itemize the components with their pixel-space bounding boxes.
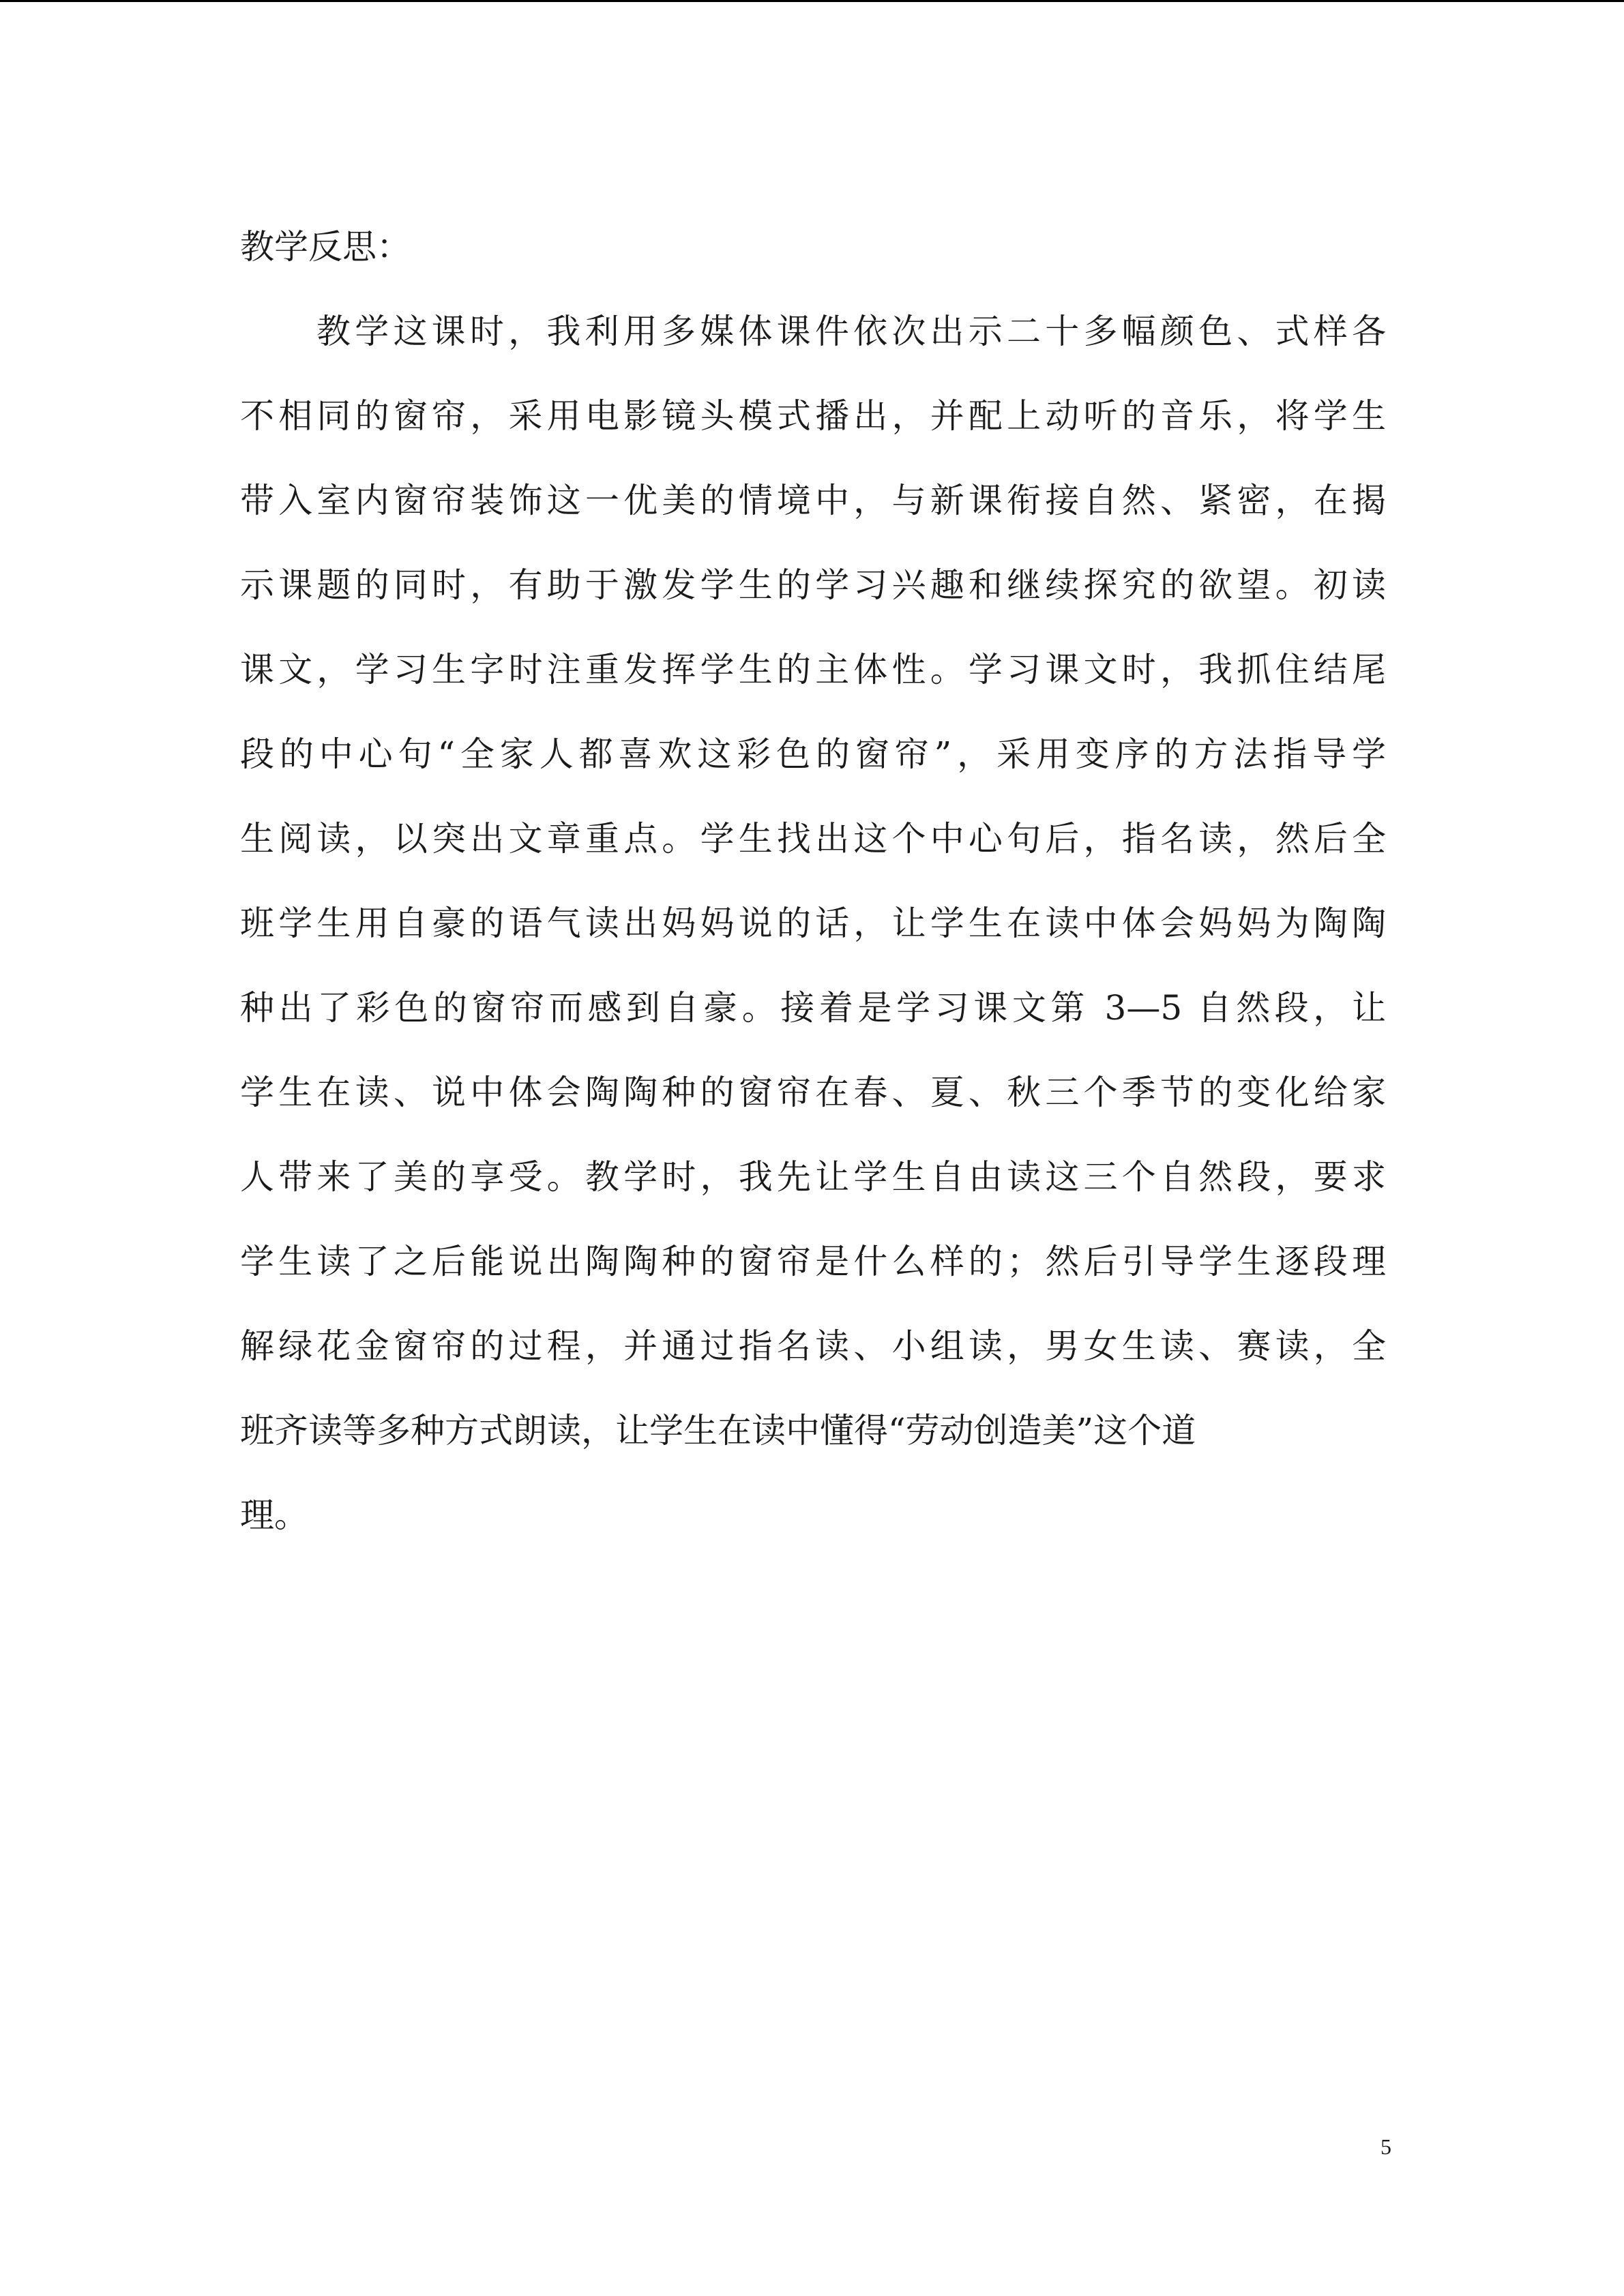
paragraph-line: 示课题的同时，有助于激发学生的学习兴趣和继续探究的欲望。初读	[240, 565, 1386, 605]
paragraph-line: 班学生用自豪的语气读出妈妈说的话，让学生在读中体会妈妈为陶陶	[240, 904, 1386, 943]
paragraph-line: 课文，学习生字时注重发挥学生的主体性。学习课文时，我抓住结尾	[240, 650, 1386, 689]
paragraph-line: 班齐读等多种方式朗读，让学生在读中懂得“劳动创造美”这个道	[240, 1411, 1196, 1450]
page-body	[240, 205, 1386, 1557]
top-border-line	[0, 0, 1624, 2]
paragraph-line: 学生读了之后能说出陶陶种的窗帘是什么样的；然后引导学生逐段理	[240, 1242, 1386, 1281]
paragraph-line: 不相同的窗帘，采用电影镜头模式播出，并配上动听的音乐，将学生	[240, 396, 1386, 436]
paragraph-line: 带入室内窗帘装饰这一优美的情境中，与新课衔接自然、紧密，在揭	[240, 481, 1386, 520]
paragraph-line: 人带来了美的享受。教学时，我先让学生自由读这三个自然段，要求	[240, 1157, 1386, 1197]
section-heading: 教学反思：	[240, 227, 411, 267]
paragraph-line: 教学这课时，我利用多媒体课件依次出示二十多幅颜色、式样各	[316, 312, 1386, 351]
paragraph-line: 理。	[240, 1495, 308, 1535]
paragraph-line: 解绿花金窗帘的过程，并通过指名读、小组读，男女生读、赛读，全	[240, 1326, 1386, 1366]
paragraph-line: 学生在读、说中体会陶陶种的窗帘在春、夏、秋三个季节的变化给家	[240, 1073, 1386, 1112]
paragraph-line: 生阅读，以突出文章重点。学生找出这个中心句后，指名读，然后全	[240, 819, 1386, 859]
paragraph-line: 段的中心句“全家人都喜欢这彩色的窗帘”，采用变序的方法指导学	[240, 734, 1386, 774]
reflection-paragraph	[240, 289, 1386, 1557]
paragraph-line: 种出了彩色的窗帘而感到自豪。接着是学习课文第 3—5 自然段，让	[240, 988, 1386, 1028]
page-number: 5	[1381, 2134, 1391, 2159]
